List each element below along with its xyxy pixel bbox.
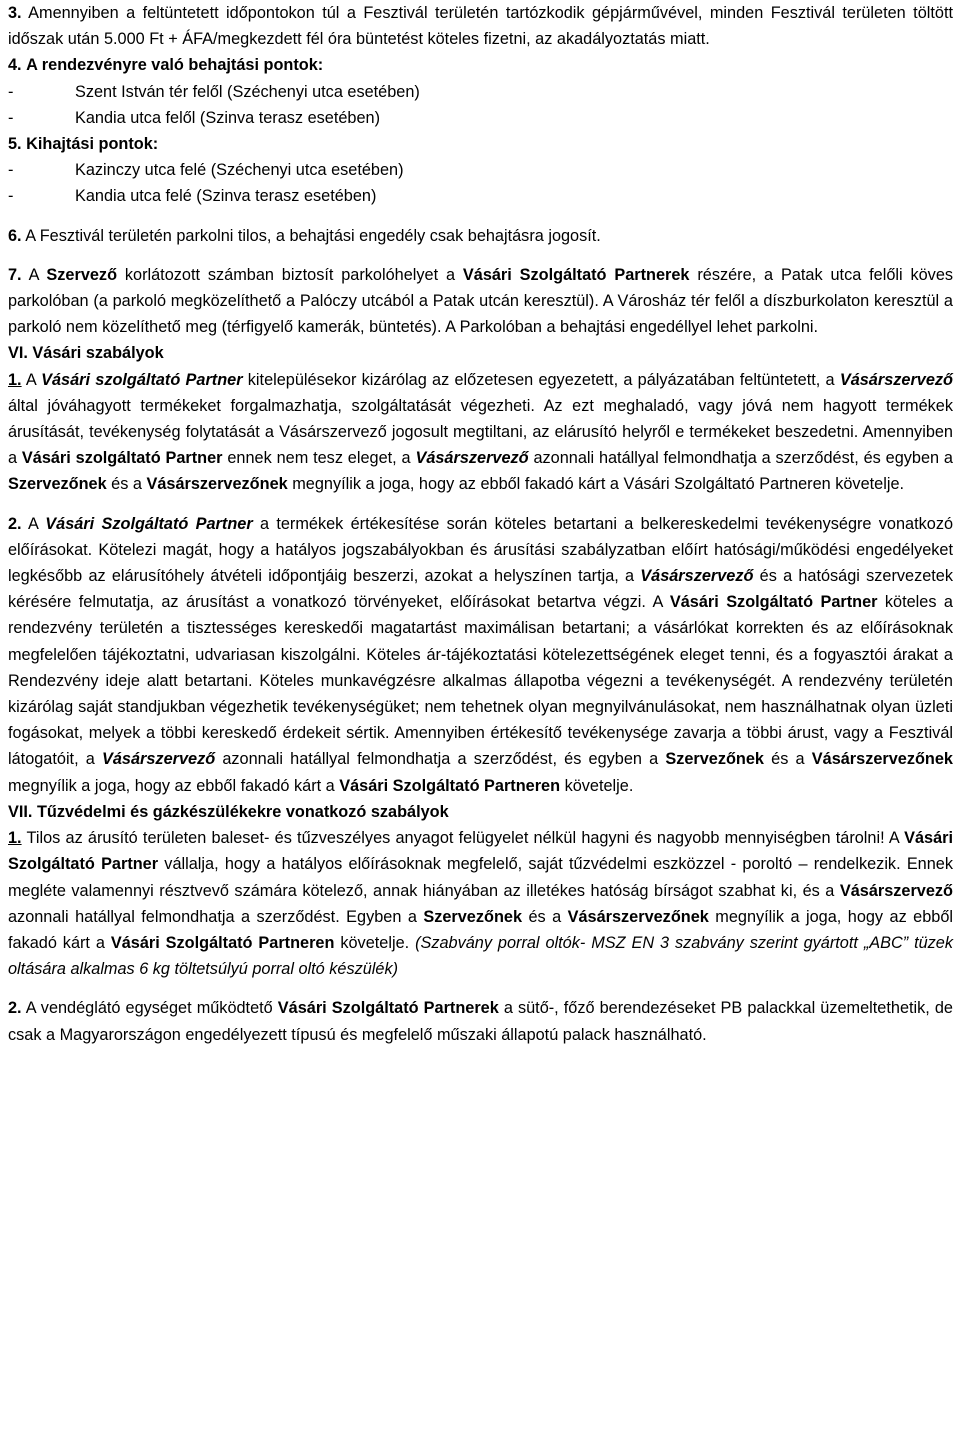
text-run: megnyílik a joga, hogy az ebből fakadó kárt a — [8, 776, 340, 795]
section-6-text: A Fesztivál területén parkolni tilos, a behajtási engedély csak behajtásra jogosít. — [25, 226, 601, 245]
section-5-number: 5. — [8, 135, 22, 154]
text-run: követelje. — [560, 776, 634, 795]
vi-1-number: 1. — [8, 370, 22, 389]
section-4-heading — [8, 52, 953, 78]
text-run: és a — [522, 907, 568, 926]
bold-run: Vásári Szolgáltató Partner — [8, 829, 953, 874]
bold-italic-run: Vásárszervező — [102, 750, 216, 769]
bold-run: Vásári Szolgáltató Partneren — [110, 933, 335, 952]
bold-italic-run: Vásárszervező — [640, 567, 754, 586]
text-run: megnyílik a joga, hogy az ebből fakadó kárt a — [8, 907, 953, 952]
bold-run: Szervezőnek — [665, 750, 764, 769]
section-5-title: Kihajtási pontok: — [26, 135, 159, 154]
text-run: azonnali hatállyal felmondhatja a szerződést. Egyben a — [8, 907, 424, 926]
section-vii-heading — [8, 799, 953, 825]
section-7-paragraph — [8, 262, 953, 341]
bold-italic-run: Vásári Szolgáltató Partner — [45, 514, 253, 533]
section-7-number: 7. — [8, 265, 22, 284]
text-run: által jóváhagyott termékeket forgalmazhatja, szolgáltatását végezheti. Az ezt meghaladó, vagy jóvá nem hagyott termékek árusítását, tevékenység folytatását a Vásárszervező jogosult megtiltani, az elárusító helyről e termékeket beszedetni. Amennyiben a — [8, 396, 953, 468]
text-run: kitelepülésekor kizárólag az előzetesen egyezetett, a pályázatában feltüntetett, a — [242, 370, 840, 389]
text-run: és a — [764, 750, 812, 769]
section-3-number: 3. — [8, 4, 22, 22]
bold-run: Vásárszervező — [839, 881, 953, 900]
vii-2-number: 2. — [8, 999, 22, 1018]
section-vi-paragraph-1 — [8, 367, 953, 498]
bold-run: Vásári szolgáltató Partner — [21, 449, 223, 468]
bold-italic-run: Vásárszervező — [415, 449, 529, 468]
section-vii-paragraph-1 — [8, 825, 953, 982]
bold-run: Vásári Szolgáltató Partnerek — [462, 265, 690, 284]
section-4-number: 4. — [8, 56, 22, 75]
italic-run: (Szabvány porral oltók- MSZ EN 3 szabvány szerint gyártott „ABC” tüzek oltására alkalmas 6 kg töltetsúlyú porral oltó készülék) — [8, 933, 953, 979]
bold-run: Szervezőnek — [423, 907, 523, 926]
section-vii-title: VII. Tűzvédelmi és gázkészülékekre vonatkozó szabályok — [8, 802, 449, 821]
bold-run: Vásárszervezőnek — [811, 750, 953, 769]
bold-italic-run: Vásárszervező — [839, 370, 953, 389]
exit-point-2: Kandia utca felé (Szinva terasz esetében) — [75, 187, 377, 206]
section-vi-heading — [8, 340, 953, 366]
bold-run: Vásárszervezőnek — [567, 907, 709, 926]
list-item: - Kazinczy utca felé (Széchenyi utca esetében) — [8, 157, 953, 183]
bold-run: Vásári Szolgáltató Partnerek — [277, 999, 499, 1018]
section-4-title: A rendezvényre való behajtási pontok: — [26, 56, 324, 75]
text-run: a sütő-, főző berendezéseket PB palackkal üzemeltethetik, de csak a Magyarországon engedélyezett típusú és megfelelő műszaki állapotú palack használható. — [8, 999, 953, 1044]
entry-point-2: Kandia utca felől (Szinva terasz esetében) — [75, 108, 380, 127]
document-page — [8, 0, 953, 1048]
text-run: A — [21, 370, 42, 389]
section-3-text: Amennyiben a feltüntetett időpontokon túl a Fesztivál területén tartózkodik gépjárművével, minden Fesztivál területen töltött időszak után 5.000 Ft + ÁFA/megkezdett fél óra büntetést köteles fizetni, az akadályoztatás miatt. — [8, 4, 953, 49]
vi-2-number: 2. — [8, 514, 22, 533]
bold-run: Szervező — [46, 265, 118, 284]
bold-run: Vásárszervezőnek — [146, 475, 288, 494]
section-vi-paragraph-2 — [8, 511, 953, 799]
section-3-paragraph — [8, 0, 953, 52]
text-run: A vendéglátó egységet működtető — [21, 999, 278, 1018]
list-item: - Szent István tér felől (Széchenyi utca esetében) — [8, 79, 953, 105]
text-run: és a hatósági szervezetek kérésére felmutatja, az árusítást a vonatkozó törvényeket, előírásokat betartva végzi. A — [8, 567, 953, 612]
text-run: A — [21, 514, 46, 533]
text-run: és a — [106, 475, 147, 494]
section-vi-title: VI. Vásári szabályok — [8, 344, 164, 363]
vii-1-number: 1. — [8, 829, 22, 848]
text-run: megnyílik a joga, hogy az ebből fakadó kárt a Vásári Szolgáltató Partneren követelje. — [287, 475, 905, 494]
text-run: a termékek értékesítése során köteles betartani a belkereskedelmi tevékenységre vonatkozó előírásokat. Kötelezi magát, hogy a hatályos jogszabályokban és árusítási szabályzatban előírt hatósági/működési engedélyeket legkésőbb az elárusítóhely átvételi időpontjáig beszerzi, azokat a helyszínen tartja, a — [8, 514, 954, 586]
text-run: ennek nem tesz eleget, a — [222, 449, 416, 468]
text-run: köteles a rendezvény területén a tisztességes kereskedői magatartást maximálisan betartani; a vásárlókat korrekten és az előírásoknak megfelelően tájékoztatni, udvariasan kiszolgálni. Köteles ár-tájékoztatási kötelezettségének eleget tenni, és a fogyasztói árakat a Rendezvény ideje alatt betartani. Köteles munkavégzésre alkalmas állapotba végezni a tevékenységét. A rendezvény területén kizárólag saját standjukban végezhetik tevékenységüket; nem tehetnek olyan megnyilvánulásokat, nem használhatnak olyan üzleti fogásokat, melyek a többi kereskedő érdekeit sértik. Amennyiben értékesítő tevékenysége zavarja a többi árust, vagy a Fesztivál látogatóit, a — [8, 593, 953, 769]
section-6-paragraph — [8, 223, 953, 249]
text-run: követelje. — [334, 933, 416, 952]
text-run: A — [28, 265, 47, 284]
entry-point-1: Szent István tér felől (Széchenyi utca esetében) — [75, 82, 420, 101]
text-run: azonnali hatállyal felmondhatja a szerződést, és egyben a — [215, 750, 666, 769]
text-run: Tilos az árusító területen baleset- és tűzveszélyes anyagot felügyelet nélkül hagyni és nagyobb mennyiségben tárolni! A — [21, 829, 905, 848]
section-6-number: 6. — [8, 226, 22, 245]
bold-run: Szervezőnek — [8, 475, 107, 494]
list-item: - Kandia utca felé (Szinva terasz esetében) — [8, 183, 953, 209]
text-run: részére, a Patak utca felőli köves parkolóban (a parkoló megközelíthető a Palóczy utcából a Patak utcán keresztül). A Városház tér felől a díszburkolaton keresztül a parkoló nem közelíthető meg (térfigyelő kamerák, büntetés). A Parkolóban a behajtási engedéllyel lehet parkolni. — [8, 265, 954, 337]
section-5-heading — [8, 131, 953, 157]
bold-run: Vásári Szolgáltató Partner — [669, 593, 878, 612]
section-vii-paragraph-2 — [8, 995, 953, 1047]
exit-point-1: Kazinczy utca felé (Széchenyi utca esetében) — [75, 161, 404, 180]
text-run: vállalja, hogy a hatályos előírásoknak megfelelő, saját tűzvédelmi eszközzel - poroltó – rendelkezik. Ennek megléte valamennyi résztvevő számára kötelező, annak hiányában az illetékes hatóság bírságot szabhat ki, és a — [8, 855, 953, 900]
bold-italic-run: Vásári szolgáltató Partner — [41, 370, 243, 389]
text-run: korlátozott számban biztosít parkolóhelyet a — [117, 265, 463, 284]
text-run: azonnali hatállyal felmondhatja a szerződést, és egyben a — [528, 449, 953, 468]
bold-run: Vásári Szolgáltató Partneren — [339, 776, 561, 795]
list-item: - Kandia utca felől (Szinva terasz esetében) — [8, 105, 953, 131]
